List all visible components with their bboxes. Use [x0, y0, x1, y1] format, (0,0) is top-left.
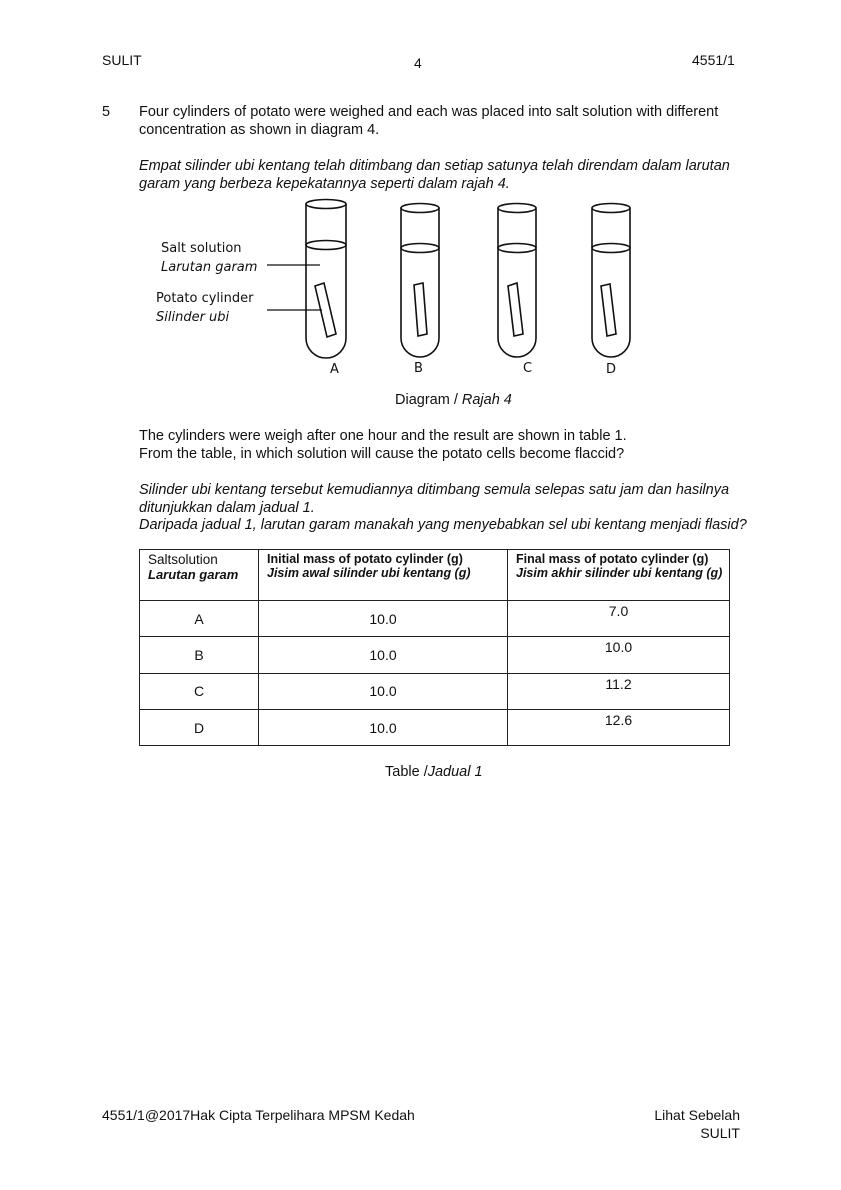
footer-classification: SULIT	[700, 1125, 740, 1141]
test-tubes-diagram	[150, 195, 650, 385]
table-row	[140, 637, 730, 674]
test-tube-c	[498, 204, 536, 358]
test-tube-d	[592, 204, 630, 358]
footer-next-page: Lihat Sebelah	[654, 1107, 740, 1123]
label-silinder-ubi: Silinder ubi	[156, 310, 230, 325]
header-salt-solution: Saltsolution Larutan garam	[140, 550, 259, 601]
table-row	[140, 601, 730, 637]
label-salt-solution: Salt solution	[161, 241, 242, 256]
tube-label-a: A	[330, 362, 339, 377]
table-caption-en: Table /	[385, 764, 428, 780]
cell-final-mass: 12.6	[508, 710, 730, 746]
label-larutan-garam: Larutan garam	[161, 260, 258, 275]
page-number: 4	[414, 55, 422, 71]
tube-label-b: B	[414, 361, 423, 376]
table-header-row	[140, 550, 730, 601]
tube-label-c: C	[523, 361, 533, 376]
instruction-ms-line1: Silinder ubi kentang tersebut kemudiannya ditimbang semula selepas satu jam dan hasilnya	[139, 482, 730, 498]
question-malay-line2: garam yang berbeza kepekatannya seperti dalam rajah 4.	[139, 176, 510, 192]
cell-final-mass: 10.0	[508, 637, 730, 674]
table-caption-ms: Jadual 1	[427, 764, 483, 780]
diagram-caption-ms: Rajah 4	[461, 392, 512, 408]
table-row	[140, 710, 730, 746]
cell-initial-mass: 10.0	[259, 710, 508, 746]
cell-initial-mass: 10.0	[259, 674, 508, 710]
header-classification: SULIT	[102, 52, 142, 68]
diagram-caption-en: Diagram /	[395, 392, 458, 408]
table-caption	[385, 763, 483, 781]
header-initial-mass: Initial mass of potato cylinder (g) Jisim awal silinder ubi kentang (g)	[259, 550, 508, 601]
test-tube-a	[306, 200, 346, 359]
cell-solution: D	[140, 710, 259, 746]
question-english-line1: Four cylinders of potato were weighed and each was placed into salt solution with different	[139, 104, 719, 120]
tube-label-d: D	[606, 362, 617, 377]
cell-solution: C	[140, 674, 259, 710]
label-potato-cylinder: Potato cylinder	[156, 291, 254, 306]
instruction-en-line2: From the table, in which solution will cause the potato cells become flaccid?	[139, 446, 625, 462]
question-english-line2: concentration as shown in diagram 4.	[139, 122, 380, 138]
cell-solution: B	[140, 637, 259, 674]
cell-initial-mass: 10.0	[259, 601, 508, 637]
footer-copyright: 4551/1@2017Hak Cipta Terpelihara MPSM Kedah	[102, 1107, 415, 1123]
header-paper-code: 4551/1	[692, 52, 735, 68]
diagram-caption	[395, 391, 512, 409]
cell-initial-mass: 10.0	[259, 637, 508, 674]
instruction-en-line1: The cylinders were weigh after one hour and the result are shown in table 1.	[139, 428, 627, 444]
cell-final-mass: 11.2	[508, 674, 730, 710]
instruction-ms-line2: ditunjukkan dalam jadual 1.	[139, 500, 315, 516]
header-final-mass: Final mass of potato cylinder (g) Jisim akhir silinder ubi kentang (g)	[508, 550, 730, 601]
cell-final-mass: 7.0	[508, 601, 730, 637]
test-tube-b	[401, 204, 439, 358]
instruction-ms-line3: Daripada jadual 1, larutan garam manakah yang menyebabkan sel ubi kentang menjadi flasid?	[139, 517, 747, 533]
table-row	[140, 674, 730, 710]
question-malay-line1: Empat silinder ubi kentang telah ditimbang dan setiap satunya telah direndam dalam larutan	[139, 158, 730, 174]
results-table	[139, 549, 730, 746]
cell-solution: A	[140, 601, 259, 637]
question-number: 5	[102, 104, 111, 120]
